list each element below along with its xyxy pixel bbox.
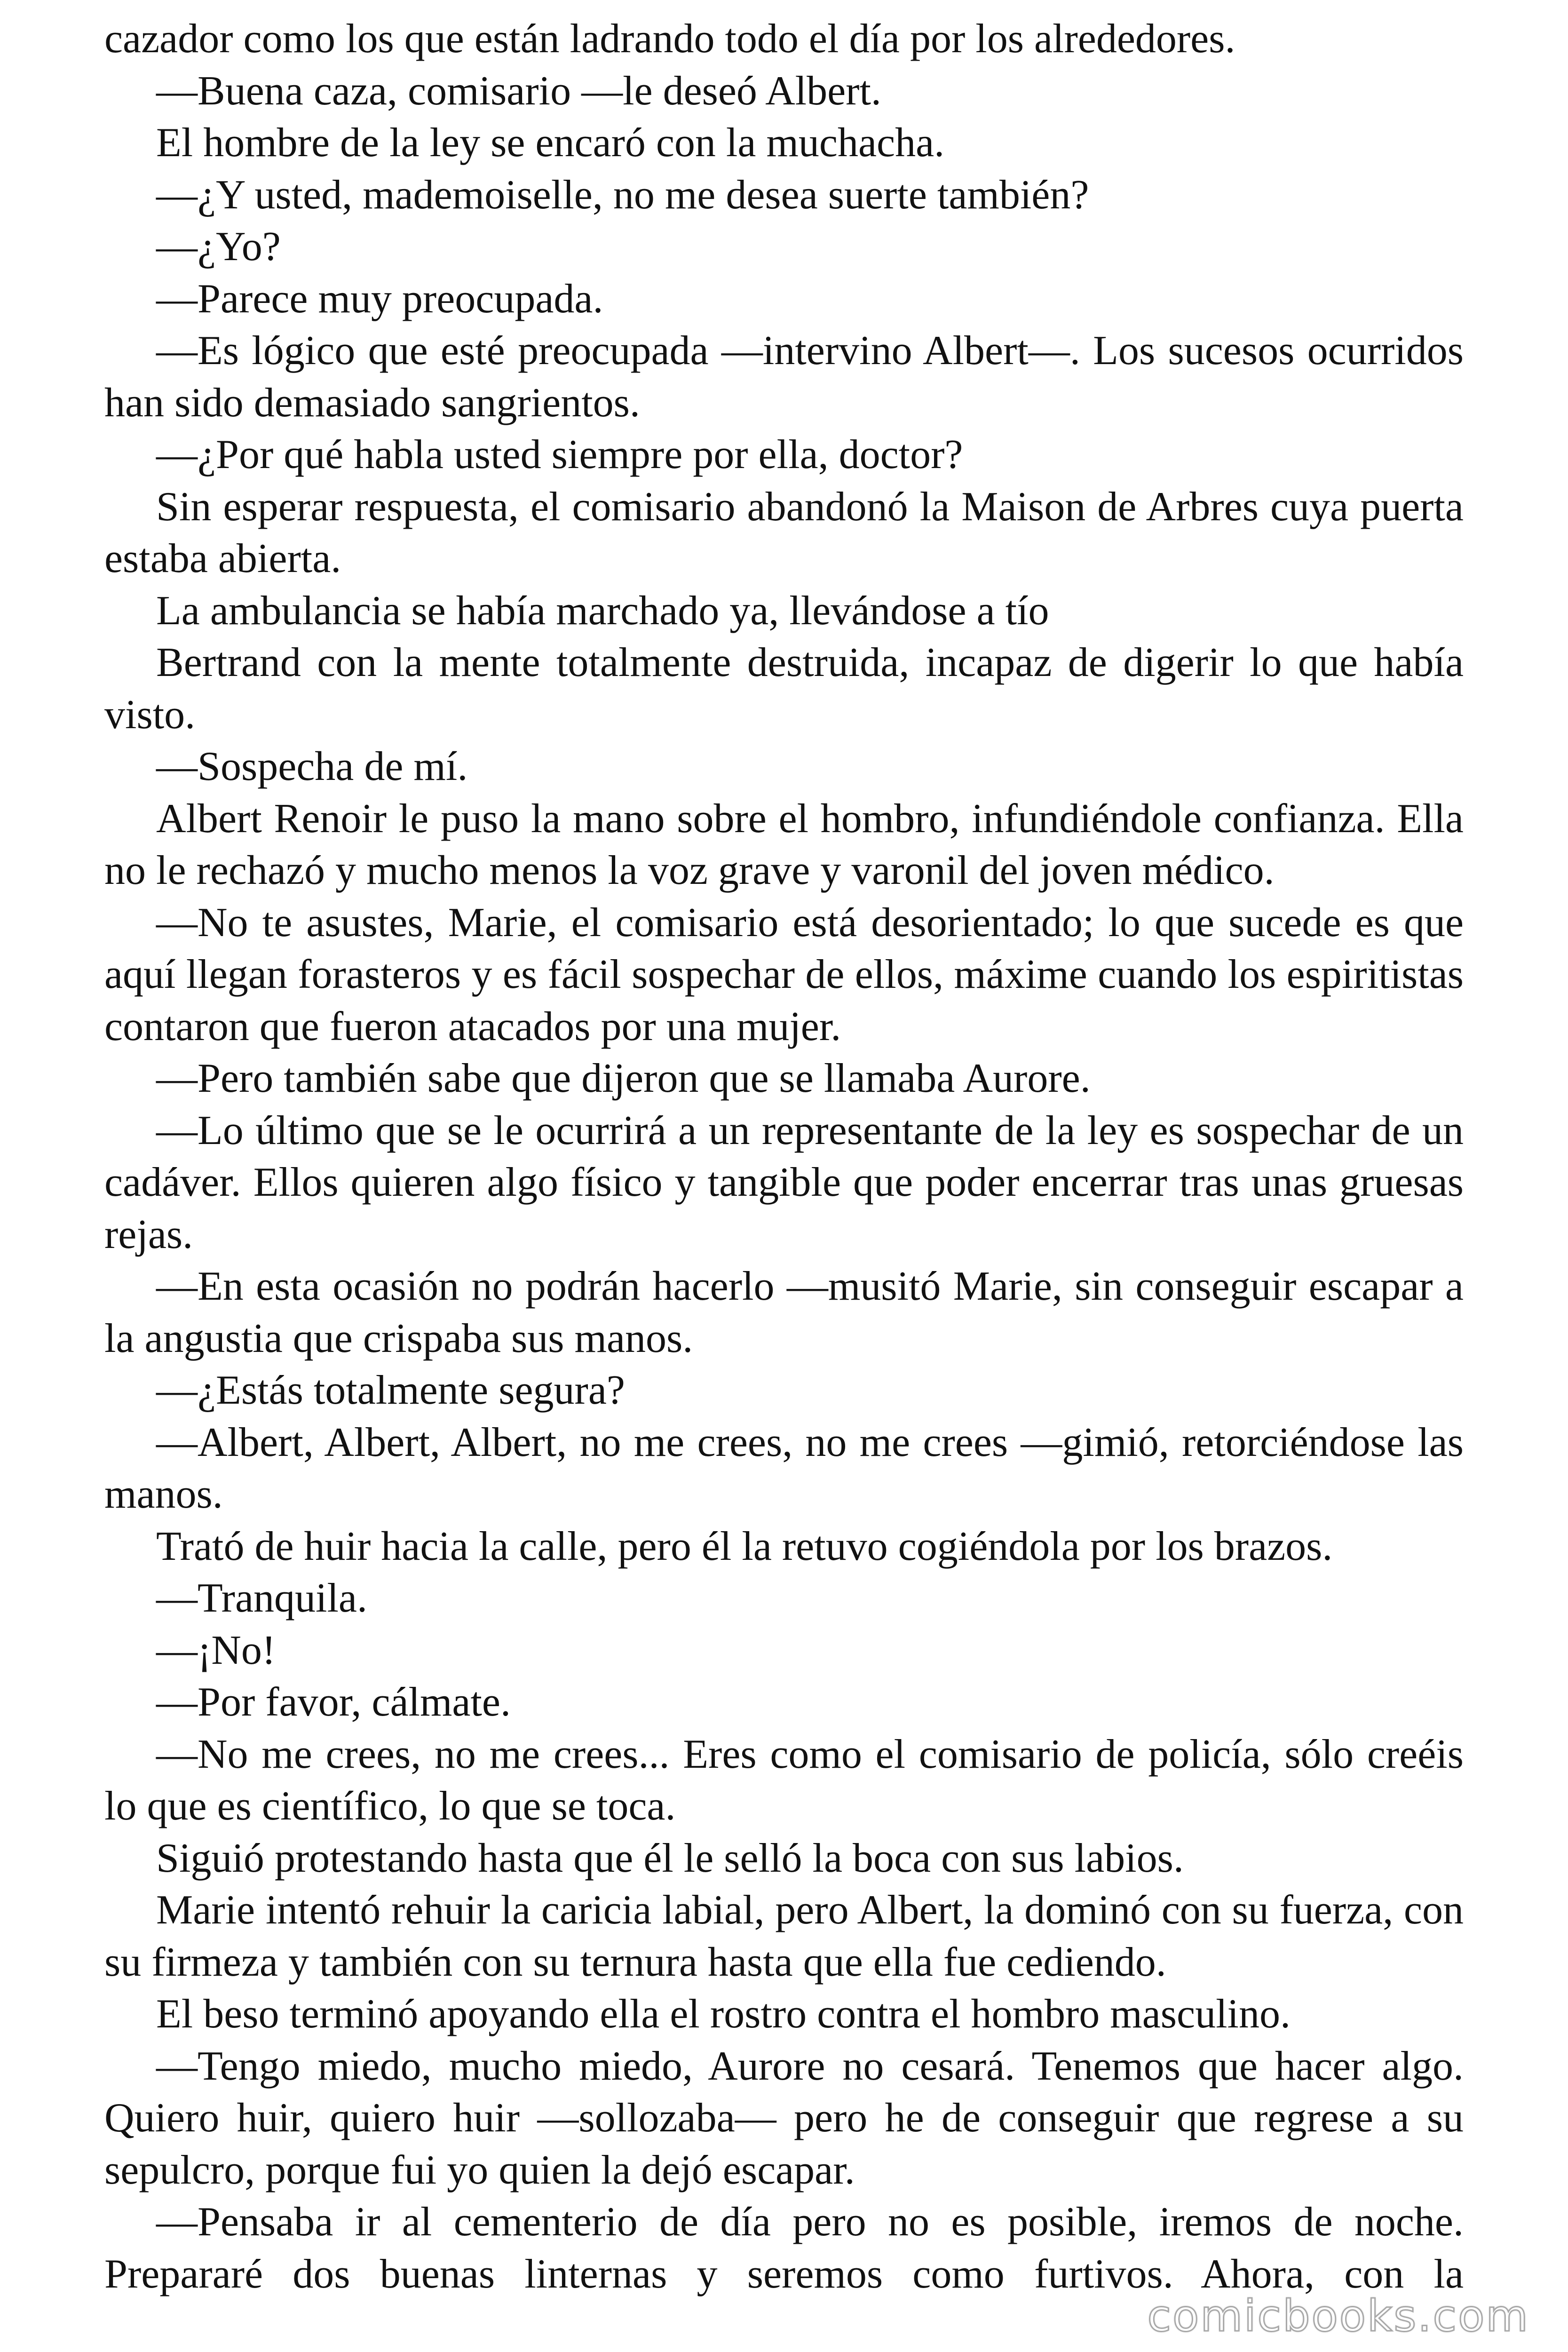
paragraph: Bertrand con la mente totalmente destruida, incapaz de digerir lo que había visto. bbox=[104, 640, 1464, 738]
paragraph: —Es lógico que esté preocupada —intervino Albert—. Los sucesos ocurridos han sido demasiado sangrientos. bbox=[104, 328, 1464, 426]
paragraph: —No te asustes, Marie, el comisario está desorientado; lo que sucede es que aquí llegan forasteros y es fácil sospechar de ellos, máxime cuando los espiritistas contaron que fueron atacados por una mujer. bbox=[104, 899, 1464, 1049]
paragraph: Trató de huir hacia la calle, pero él la retuvo cogiéndola por los brazos. bbox=[156, 1523, 1333, 1569]
paragraph: —No me crees, no me crees... Eres como el comisario de policía, sólo creéis lo que es científico, lo que se toca. bbox=[104, 1731, 1464, 1829]
paragraph: —¿Yo? bbox=[156, 224, 281, 270]
paragraph: —En esta ocasión no podrán hacerlo —musitó Marie, sin conseguir escapar a la angustia que crispaba sus manos. bbox=[104, 1263, 1464, 1361]
paragraph: Albert Renoir le puso la mano sobre el hombro, infundiéndole confianza. Ella no le rechazó y mucho menos la voz grave y varonil del joven médico. bbox=[104, 795, 1464, 893]
paragraph: —¡No! bbox=[156, 1627, 276, 1673]
paragraph: —Albert, Albert, Albert, no me crees, no me crees —gimió, retorciéndose las manos. bbox=[104, 1419, 1464, 1517]
watermark: comicbooks.com bbox=[1147, 2291, 1529, 2341]
paragraph: Sin esperar respuesta, el comisario abandonó la Maison de Arbres cuya puerta estaba abierta. bbox=[104, 484, 1464, 581]
paragraph: El beso terminó apoyando ella el rostro contra el hombro masculino. bbox=[156, 1991, 1291, 2037]
paragraph: —Por favor, cálmate. bbox=[156, 1679, 511, 1725]
paragraph: Marie intentó rehuir la caricia labial, pero Albert, la dominó con su fuerza, con su firmeza y también con su ternura hasta que ella fue cediendo. bbox=[104, 1887, 1464, 1985]
paragraph: —Buena caza, comisario —le deseó Albert. bbox=[156, 68, 881, 114]
paragraph: cazador como los que están ladrando todo el día por los alrededores. bbox=[104, 16, 1235, 62]
page-text bbox=[104, 13, 1464, 2300]
paragraph: —Lo último que se le ocurrirá a un representante de la ley es sospechar de un cadáver. Ellos quieren algo físico y tangible que poder encerrar tras unas gruesas rejas. bbox=[104, 1107, 1464, 1257]
paragraph: —Pensaba ir al cementerio de día pero no es posible, iremos de noche. Prepararé dos buenas linternas y seremos como furtivos. Ahora, con la bbox=[104, 2199, 1464, 2297]
paragraph: —¿Y usted, mademoiselle, no me desea suerte también? bbox=[156, 172, 1089, 218]
paragraph: —Parece muy preocupada. bbox=[156, 276, 603, 322]
paragraph: —Sospecha de mí. bbox=[156, 744, 468, 789]
paragraph: —Pero también sabe que dijeron que se llamaba Aurore. bbox=[156, 1056, 1091, 1101]
paragraph: Siguió protestando hasta que él le selló la boca con sus labios. bbox=[156, 1835, 1184, 1881]
paragraph: —Tengo miedo, mucho miedo, Aurore no cesará. Tenemos que hacer algo. Quiero huir, quiero huir —sollozaba— pero he de conseguir que regrese a su sepulcro, porque fui yo quien la dejó escapar. bbox=[104, 2043, 1464, 2193]
paragraph: —¿Por qué habla usted siempre por ella, doctor? bbox=[156, 432, 963, 477]
paragraph: —Tranquila. bbox=[156, 1575, 367, 1621]
paragraph: —¿Estás totalmente segura? bbox=[156, 1367, 625, 1413]
paragraph: El hombre de la ley se encaró con la muchacha. bbox=[156, 120, 945, 166]
paragraph: La ambulancia se había marchado ya, llevándose a tío bbox=[156, 588, 1049, 634]
